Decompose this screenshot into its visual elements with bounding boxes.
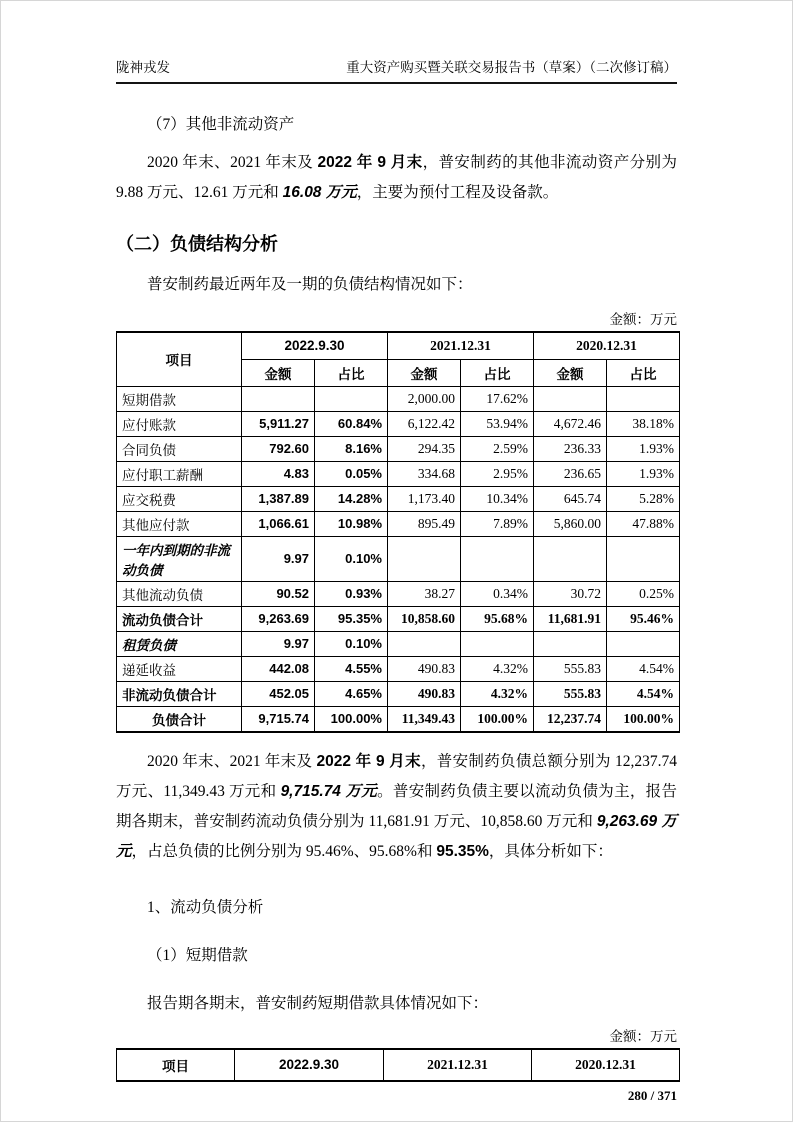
- header-doc-title: 重大资产购买暨关联交易报告书（草案）（二次修订稿）: [346, 60, 677, 75]
- cell-value: 95.35%: [315, 606, 388, 631]
- column-header-period-2022: 2022.9.30: [242, 332, 388, 359]
- cell-value: 100.00%: [607, 706, 680, 732]
- row-label: 非流动负债合计: [117, 681, 242, 706]
- row-label: 短期借款: [117, 386, 242, 411]
- cell-value: 0.10%: [315, 631, 388, 656]
- cell-value: 14.28%: [315, 486, 388, 511]
- cell-value: 12,237.74: [534, 706, 607, 732]
- page-number: 280 / 371: [627, 1087, 677, 1103]
- column-header-period-2021: 2021.12.31: [384, 1049, 532, 1081]
- paragraph-liability-analysis: [116, 747, 677, 867]
- section-heading-liability-structure: （二）负债结构分析: [116, 234, 278, 254]
- cell-value: 9.97: [242, 631, 315, 656]
- cell-value: 236.33: [534, 436, 607, 461]
- text-run: 2020 年末、2021 年末及: [147, 154, 318, 171]
- text-run-bold: 2022 年 9 月末: [317, 154, 423, 171]
- cell-value: 645.74: [534, 486, 607, 511]
- paragraph-table-intro: 普安制药最近两年及一期的负债结构情况如下：: [147, 276, 473, 293]
- column-header-period-2020: 2020.12.31: [534, 332, 680, 359]
- table-row: [117, 681, 680, 706]
- subsection-title-current-liability: 1、流动负债分析: [147, 898, 264, 916]
- cell-value: 334.68: [388, 461, 461, 486]
- short-term-loan-table: [116, 1048, 680, 1082]
- cell-value: [242, 386, 315, 411]
- cell-value: 4.54%: [607, 656, 680, 681]
- row-label: 递延收益: [117, 656, 242, 681]
- cell-value: 236.65: [534, 461, 607, 486]
- cell-value: [388, 631, 461, 656]
- column-header-period-2022: 2022.9.30: [235, 1049, 384, 1081]
- cell-value: 0.10%: [315, 536, 388, 581]
- cell-value: 4.54%: [607, 681, 680, 706]
- cell-value: 4.83: [242, 461, 315, 486]
- cell-value: 1,066.61: [242, 511, 315, 536]
- cell-value: 47.88%: [607, 511, 680, 536]
- cell-value: 11,349.43: [388, 706, 461, 732]
- cell-value: 0.34%: [461, 581, 534, 606]
- cell-value: [534, 536, 607, 581]
- text-run: ，普安制药负债总额分别为 12,237.74 万元、11,349.43 万元和: [116, 752, 677, 800]
- cell-value: 0.05%: [315, 461, 388, 486]
- header-company-name: 陇神戎发: [116, 60, 170, 75]
- cell-value: 38.18%: [607, 411, 680, 436]
- cell-value: 6,122.42: [388, 411, 461, 436]
- cell-value: 5,911.27: [242, 411, 315, 436]
- cell-value: 10,858.60: [388, 606, 461, 631]
- cell-value: 9.97: [242, 536, 315, 581]
- table-header-row: [117, 332, 680, 359]
- table-row: [117, 536, 680, 581]
- cell-value: 38.27: [388, 581, 461, 606]
- row-label: 应付职工薪酬: [117, 461, 242, 486]
- text-run-bold: 16.08 万元: [282, 184, 357, 201]
- cell-value: 1.93%: [607, 461, 680, 486]
- cell-value: [607, 386, 680, 411]
- cell-value: 895.49: [388, 511, 461, 536]
- cell-value: [534, 386, 607, 411]
- table-row: [117, 606, 680, 631]
- cell-value: [607, 536, 680, 581]
- subheader-ratio: 占比: [461, 359, 534, 386]
- cell-value: 555.83: [534, 681, 607, 706]
- cell-value: 4,672.46: [534, 411, 607, 436]
- subheader-amount: 金额: [242, 359, 315, 386]
- text-run: ，占总负债的比例分别为 95.46%、95.68%和: [131, 842, 437, 860]
- cell-value: 9,715.74: [242, 706, 315, 732]
- row-label: 应付账款: [117, 411, 242, 436]
- cell-value: 1,387.89: [242, 486, 315, 511]
- row-label: 一年内到期的非流动负债: [117, 536, 242, 581]
- cell-value: 11,681.91: [534, 606, 607, 631]
- cell-value: 5,860.00: [534, 511, 607, 536]
- table-row: [117, 436, 680, 461]
- cell-value: [607, 631, 680, 656]
- liability-table-body: [117, 386, 680, 732]
- cell-value: [461, 631, 534, 656]
- table-row: [117, 386, 680, 411]
- paragraph-other-noncurrent-assets: [116, 148, 677, 208]
- cell-value: 9,263.69: [242, 606, 315, 631]
- cell-value: 2.95%: [461, 461, 534, 486]
- row-label: 其他流动负债: [117, 581, 242, 606]
- text-run-bold: 95.35%: [436, 842, 489, 860]
- row-label: 负债合计: [117, 706, 242, 732]
- cell-value: 490.83: [388, 656, 461, 681]
- cell-value: [315, 386, 388, 411]
- subheader-amount: 金额: [534, 359, 607, 386]
- cell-value: 1,173.40: [388, 486, 461, 511]
- cell-value: 95.46%: [607, 606, 680, 631]
- cell-value: 5.28%: [607, 486, 680, 511]
- row-label: 合同负债: [117, 436, 242, 461]
- table-row: [117, 461, 680, 486]
- subheader-ratio: 占比: [315, 359, 388, 386]
- subheader-amount: 金额: [388, 359, 461, 386]
- cell-value: 53.94%: [461, 411, 534, 436]
- paragraph-short-term-intro: 报告期各期末，普安制药短期借款具体情况如下：: [147, 994, 489, 1012]
- cell-value: 100.00%: [315, 706, 388, 732]
- cell-value: 555.83: [534, 656, 607, 681]
- cell-value: 0.93%: [315, 581, 388, 606]
- column-header-period-2021: 2021.12.31: [388, 332, 534, 359]
- cell-value: 2.59%: [461, 436, 534, 461]
- table-row: [117, 581, 680, 606]
- column-header-item: 项目: [117, 1049, 235, 1081]
- unit-label: 金额：万元: [609, 1028, 677, 1044]
- table-header-row: [117, 1049, 680, 1081]
- cell-value: 4.55%: [315, 656, 388, 681]
- text-run-bold: 9,263.69 万元: [116, 812, 677, 860]
- cell-value: 10.34%: [461, 486, 534, 511]
- column-header-item: 项目: [117, 332, 242, 386]
- cell-value: [534, 631, 607, 656]
- text-run: ，普安制药的其他非流动资产分别为 9.88 万元、12.61 万元和: [116, 154, 677, 201]
- page-header: [116, 59, 677, 84]
- table-row: [117, 486, 680, 511]
- subheader-ratio: 占比: [607, 359, 680, 386]
- text-run: ，具体分析如下：: [488, 842, 613, 860]
- cell-value: 95.68%: [461, 606, 534, 631]
- cell-value: 2,000.00: [388, 386, 461, 411]
- text-run-bold: 9,715.74 万元: [280, 782, 378, 800]
- text-run: 。普安制药负债主要以流动负债为主，报告期各期末，普安制药流动负债分别为 11,681.91 万元、10,858.60 万元和: [116, 782, 677, 830]
- cell-value: [461, 536, 534, 581]
- text-run: 2020 年末、2021 年末及: [147, 752, 317, 770]
- row-label: 其他应付款: [117, 511, 242, 536]
- table-row: [117, 706, 680, 732]
- cell-value: 490.83: [388, 681, 461, 706]
- cell-value: [388, 536, 461, 581]
- cell-value: 8.16%: [315, 436, 388, 461]
- cell-value: 442.08: [242, 656, 315, 681]
- text-run: ，主要为预付工程及设备款。: [356, 184, 559, 201]
- table-row: [117, 656, 680, 681]
- cell-value: 4.32%: [461, 681, 534, 706]
- section-item7-title: （7）其他非流动资产: [147, 116, 295, 133]
- subsection-title-short-term-loan: （1）短期借款: [147, 946, 248, 964]
- cell-value: 100.00%: [461, 706, 534, 732]
- cell-value: 60.84%: [315, 411, 388, 436]
- column-header-period-2020: 2020.12.31: [532, 1049, 680, 1081]
- cell-value: 30.72: [534, 581, 607, 606]
- cell-value: 10.98%: [315, 511, 388, 536]
- liability-structure-table: [116, 331, 680, 733]
- row-label: 租赁负债: [117, 631, 242, 656]
- text-run-bold: 2022 年 9 月末: [316, 752, 421, 770]
- cell-value: 4.32%: [461, 656, 534, 681]
- cell-value: 4.65%: [315, 681, 388, 706]
- cell-value: 452.05: [242, 681, 315, 706]
- cell-value: 792.60: [242, 436, 315, 461]
- cell-value: 7.89%: [461, 511, 534, 536]
- unit-label: 金额：万元: [609, 312, 677, 327]
- row-label: 应交税费: [117, 486, 242, 511]
- row-label: 流动负债合计: [117, 606, 242, 631]
- cell-value: 90.52: [242, 581, 315, 606]
- table-row: [117, 631, 680, 656]
- cell-value: 1.93%: [607, 436, 680, 461]
- table-row: [117, 511, 680, 536]
- table-row: [117, 411, 680, 436]
- cell-value: 17.62%: [461, 386, 534, 411]
- cell-value: 0.25%: [607, 581, 680, 606]
- cell-value: 294.35: [388, 436, 461, 461]
